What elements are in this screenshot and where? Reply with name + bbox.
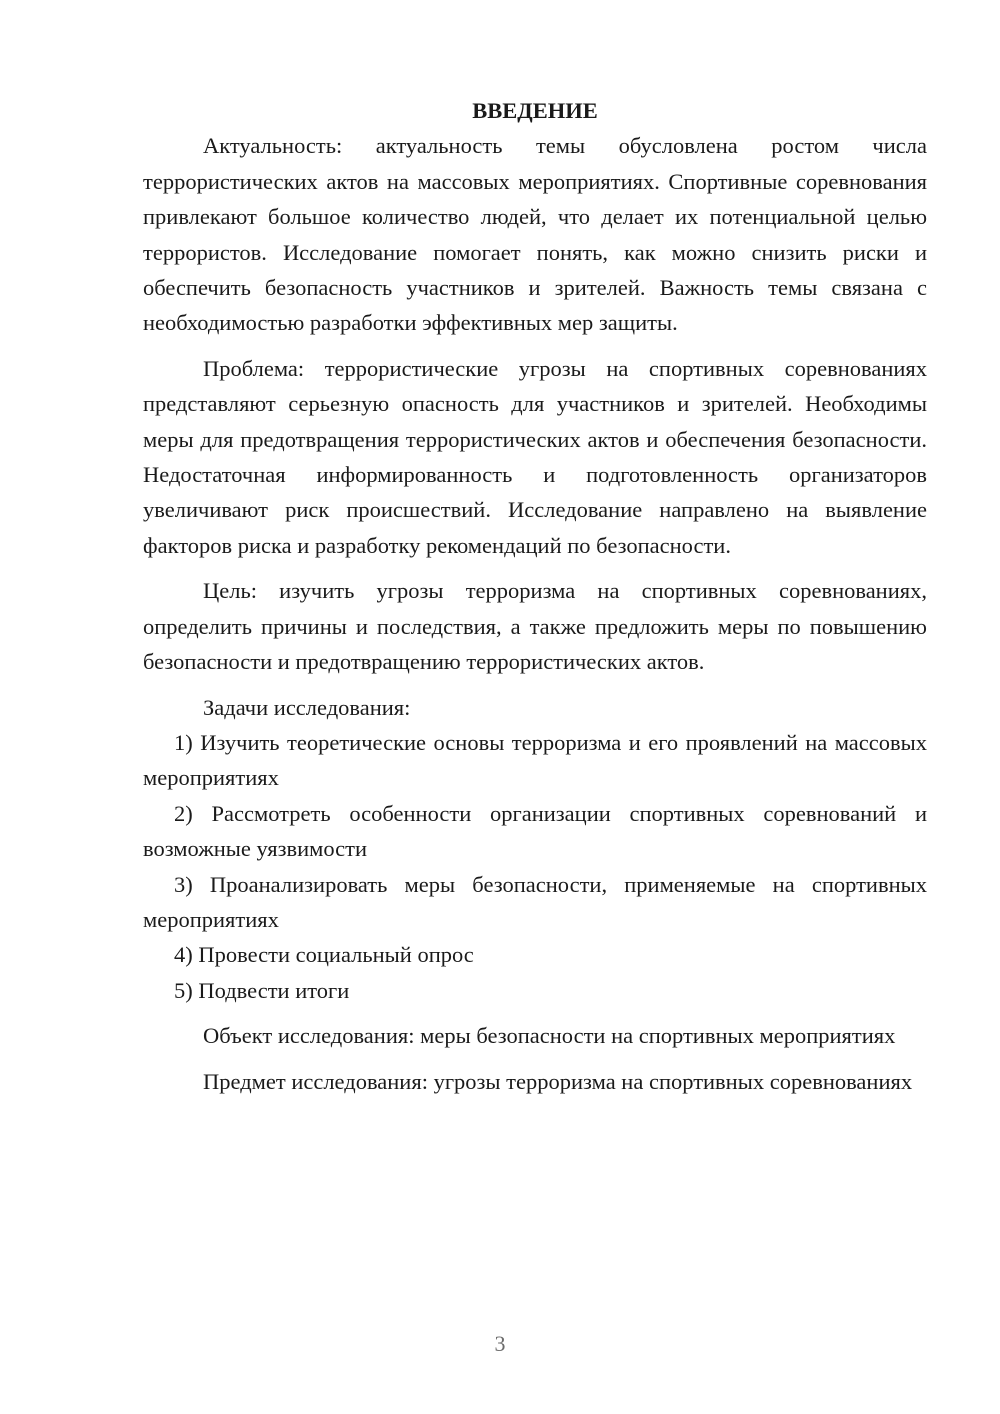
task-item: 3) Проанализировать меры безопасности, применяемые на спортивных мероприятиях [143, 871, 927, 932]
page-content [143, 93, 927, 1099]
task-item: 1) Изучить теоретические основы терроризма и его проявлений на массовых мероприятиях [143, 729, 927, 791]
task-item: 2) Рассмотреть особенности организации спортивных соревнований и возможные уязвимости [143, 800, 927, 862]
page-title: ВВЕДЕНИЕ [472, 98, 598, 123]
paragraph-problem: Проблема: террористические угрозы на спортивных соревнованиях представляют серьезную опасность для участников и зрителей. Необходимы меры для предотвращения террористических актов и обеспечения безопасности. Недостаточная информированность и подготовленность организаторов увеличивают риск происшествий. Исследование направлено на выявление факторов риска и разработку рекомендаций по безопасности. [143, 355, 927, 558]
paragraph-goal: Цель: изучить угрозы терроризма на спортивных соревнованиях, определить причины и последствия, а также предложить меры по повышению безопасности и предотвращению террористических актов. [143, 578, 927, 675]
paragraph-subject: Предмет исследования: угрозы терроризма на спортивных соревнованиях [203, 1068, 913, 1094]
paragraph-object: Объект исследования: меры безопасности на спортивных мероприятиях [203, 1023, 896, 1049]
task-item: 5) Подвести итоги [174, 977, 350, 1003]
page-number: 3 [494, 1331, 506, 1356]
paragraph-relevance: Актуальность: актуальность темы обусловлена ростом числа террористических актов на массовых мероприятиях. Спортивные соревнования привлекают большое количество людей, что делает их потенциальной целью террористов. Исследование помогает понять, как можно снизить риски и обеспечить безопасность участников и зрителей. Важность темы связана с необходимостью разработки эффективных мер защиты. [143, 133, 927, 336]
tasks-heading: Задачи исследования: [203, 694, 411, 720]
task-item: 4) Провести социальный опрос [174, 942, 474, 968]
